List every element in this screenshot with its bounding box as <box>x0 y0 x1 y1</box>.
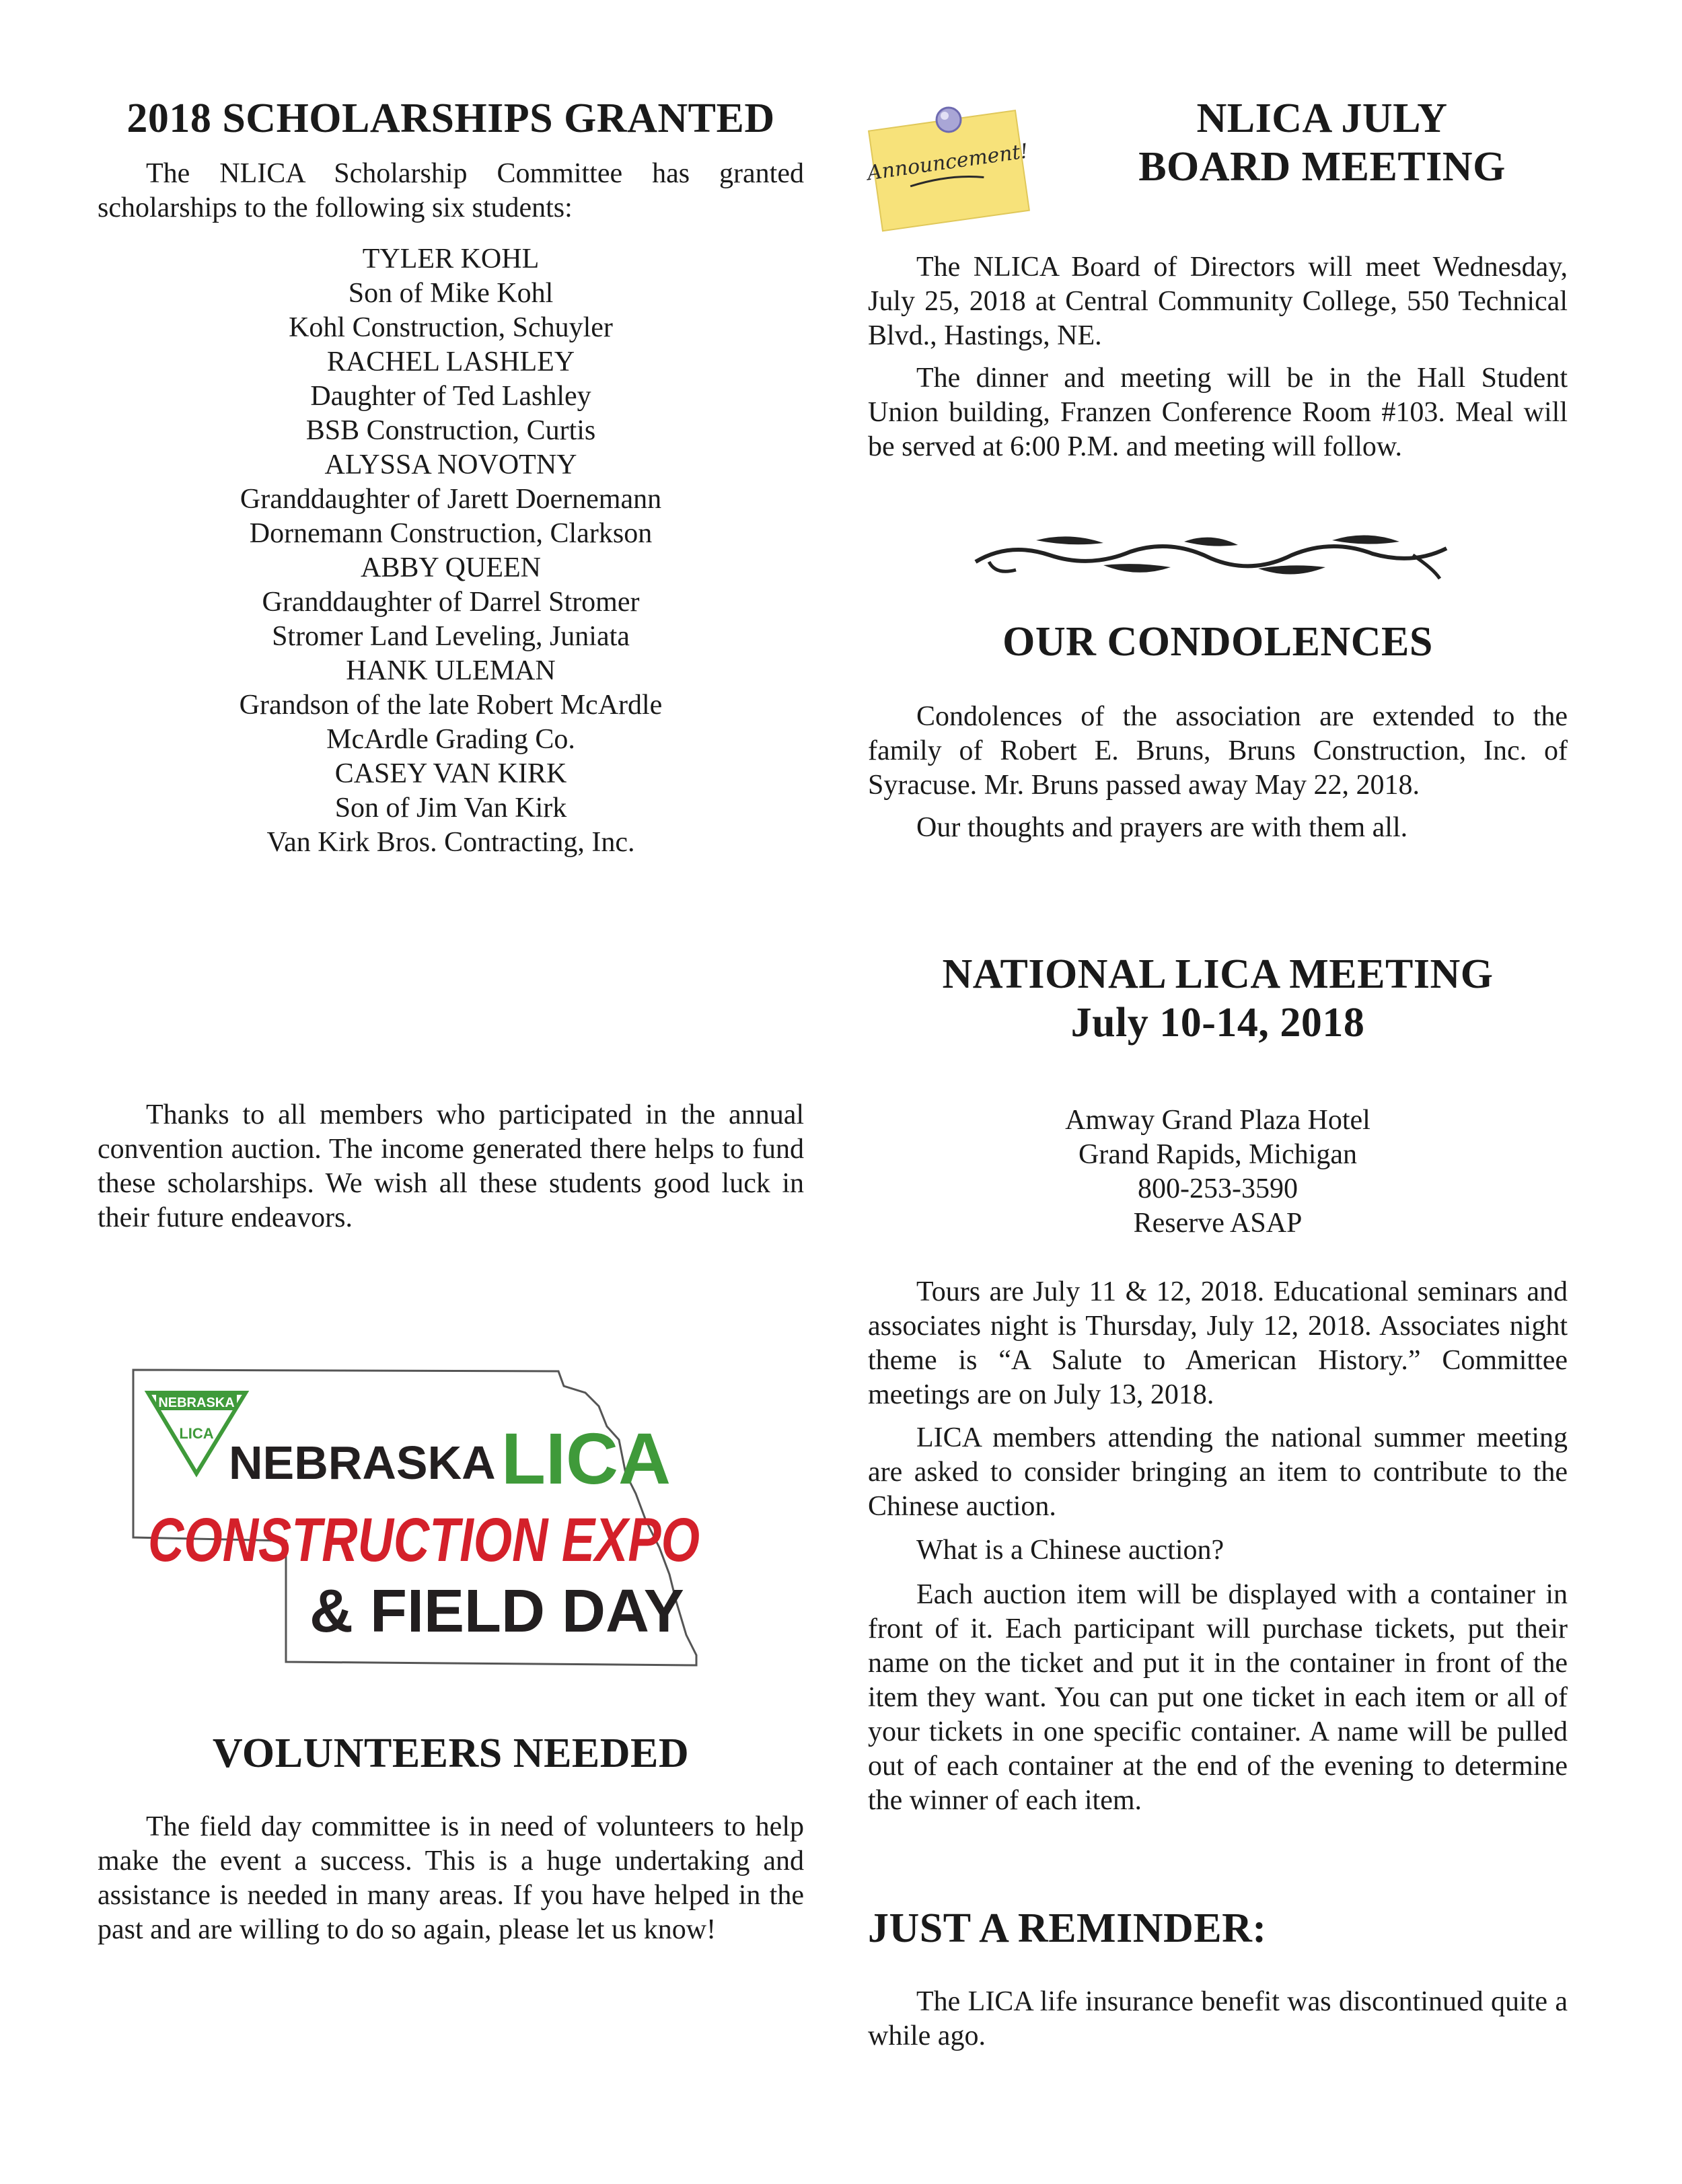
national-p1: Tours are July 11 & 12, 2018. Educational seminars and associates night is Thursday, July 12, 2018. Associates night theme is “A Salute to American History.” Committee meetings are on July 13, 2018. <box>868 1276 1568 1410</box>
recipient-company: Stromer Land Leveling, Juniata <box>272 621 630 652</box>
recipient-company: Van Kirk Bros. Contracting, Inc. <box>266 827 635 858</box>
nebraska-lica-expo-logo <box>128 1366 801 1669</box>
venue-phone: 800-253-3590 <box>1138 1173 1298 1204</box>
condolences-title: OUR CONDOLENCES <box>1002 619 1433 665</box>
recipient-name: ABBY QUEEN <box>361 552 541 583</box>
push-pin-icon <box>937 108 961 132</box>
recipient-list <box>98 242 804 860</box>
logo-construction-expo-text: CONSTRUCTION EXPO <box>148 1506 700 1574</box>
recipient-name: HANK ULEMAN <box>346 655 556 686</box>
venue-reserve: Reserve ASAP <box>1133 1208 1303 1239</box>
logo-field-day-text: & FIELD DAY <box>309 1578 684 1645</box>
board-meeting-title <box>1076 94 1568 191</box>
board-title-line2: BOARD MEETING <box>1138 144 1506 190</box>
condolences-p1: Condolences of the association are extended to the family of Robert E. Bruns, Bruns Construction, Inc. of Syracuse. Mr. Bruns passed away May 22, 2018. <box>868 701 1568 801</box>
flourish-divider-icon <box>969 528 1453 589</box>
badge-top-text: NEBRASKA <box>158 1395 235 1410</box>
recipient-name: RACHEL LASHLEY <box>326 347 575 377</box>
announcement-note-icon <box>861 101 1043 235</box>
national-p2: LICA members attending the national summer meeting are asked to consider bringing an item to contribute to the Chinese auction. <box>868 1422 1568 1522</box>
board-meeting-p2: The dinner and meeting will be in the Hall Student Union building, Franzen Conference Room #103. Meal will be served at 6:00 P.M. and meeting will follow. <box>868 363 1568 462</box>
recipient <box>98 654 804 757</box>
note-label: Announcement! <box>865 139 1030 186</box>
recipient <box>98 345 804 448</box>
recipient <box>98 242 804 345</box>
board-title-line1: NLICA JULY <box>1196 96 1448 141</box>
recipient-company: McArdle Grading Co. <box>326 724 575 755</box>
logo-nebraska-text: NEBRASKA <box>229 1436 496 1489</box>
recipient <box>98 448 804 551</box>
recipient-company: BSB Construction, Curtis <box>305 415 596 446</box>
recipient-relation: Daughter of Ted Lashley <box>310 381 591 412</box>
national-title-line2: July 10-14, 2018 <box>1070 1000 1365 1046</box>
national-p3: What is a Chinese auction? <box>916 1535 1224 1566</box>
recipient-name: CASEY VAN KIRK <box>334 758 567 789</box>
condolences-p2: Our thoughts and prayers are with them all. <box>916 812 1408 843</box>
recipient <box>98 757 804 860</box>
logo-lica-text: LICA <box>501 1418 671 1499</box>
scholarships-closing: Thanks to all members who participated in the annual convention auction. The income generated there helps to fund these scholarships. We wish all these students good luck in their future endeavors. <box>98 1099 804 1233</box>
venue-hotel: Amway Grand Plaza Hotel <box>1065 1105 1370 1136</box>
recipient-relation: Granddaughter of Jarett Doernemann <box>240 484 662 515</box>
national-venue <box>868 1103 1568 1241</box>
scholarships-intro: The NLICA Scholarship Committee has granted scholarships to the following six students: <box>98 158 804 223</box>
recipient-relation: Granddaughter of Darrel Stromer <box>262 587 640 618</box>
badge-bottom-text: LICA <box>179 1425 214 1442</box>
recipient-relation: Grandson of the late Robert McArdle <box>239 690 663 721</box>
volunteers-body: The field day committee is in need of volunteers to help make the event a success. This is a huge undertaking and assistance is needed in many areas. If you have helped in the past and are willing to do so again, please let us know! <box>98 1811 804 1945</box>
recipient <box>98 551 804 654</box>
national-p4: Each auction item will be displayed with a container in front of it. Each participant will purchase tickets, put their name on the ticket and put it in the container in front of the item they want. You can put one ticket in each item or all of your tickets in one specific container. A name will be pulled out of each container at the end of the evening to determine the winner of each item. <box>868 1579 1568 1816</box>
national-title <box>868 950 1568 1047</box>
recipient-name: TYLER KOHL <box>362 244 540 275</box>
volunteers-title: VOLUNTEERS NEEDED <box>212 1731 690 1776</box>
recipient-name: ALYSSA NOVOTNY <box>324 449 577 480</box>
board-meeting-p1: The NLICA Board of Directors will meet Wednesday, July 25, 2018 at Central Community College, 550 Technical Blvd., Hastings, NE. <box>868 252 1568 351</box>
recipient-relation: Son of Jim Van Kirk <box>334 793 567 824</box>
recipient-company: Dornemann Construction, Clarkson <box>249 518 653 549</box>
venue-city: Grand Rapids, Michigan <box>1078 1139 1358 1170</box>
recipient-company: Kohl Construction, Schuyler <box>289 312 613 343</box>
scholarships-title: 2018 SCHOLARSHIPS GRANTED <box>126 96 775 141</box>
reminder-title: JUST A REMINDER: <box>868 1905 1267 1951</box>
national-title-line1: NATIONAL LICA MEETING <box>942 951 1494 997</box>
reminder-body: The LICA life insurance benefit was discontinued quite a while ago. <box>868 1986 1568 2051</box>
recipient-relation: Son of Mike Kohl <box>348 278 554 309</box>
